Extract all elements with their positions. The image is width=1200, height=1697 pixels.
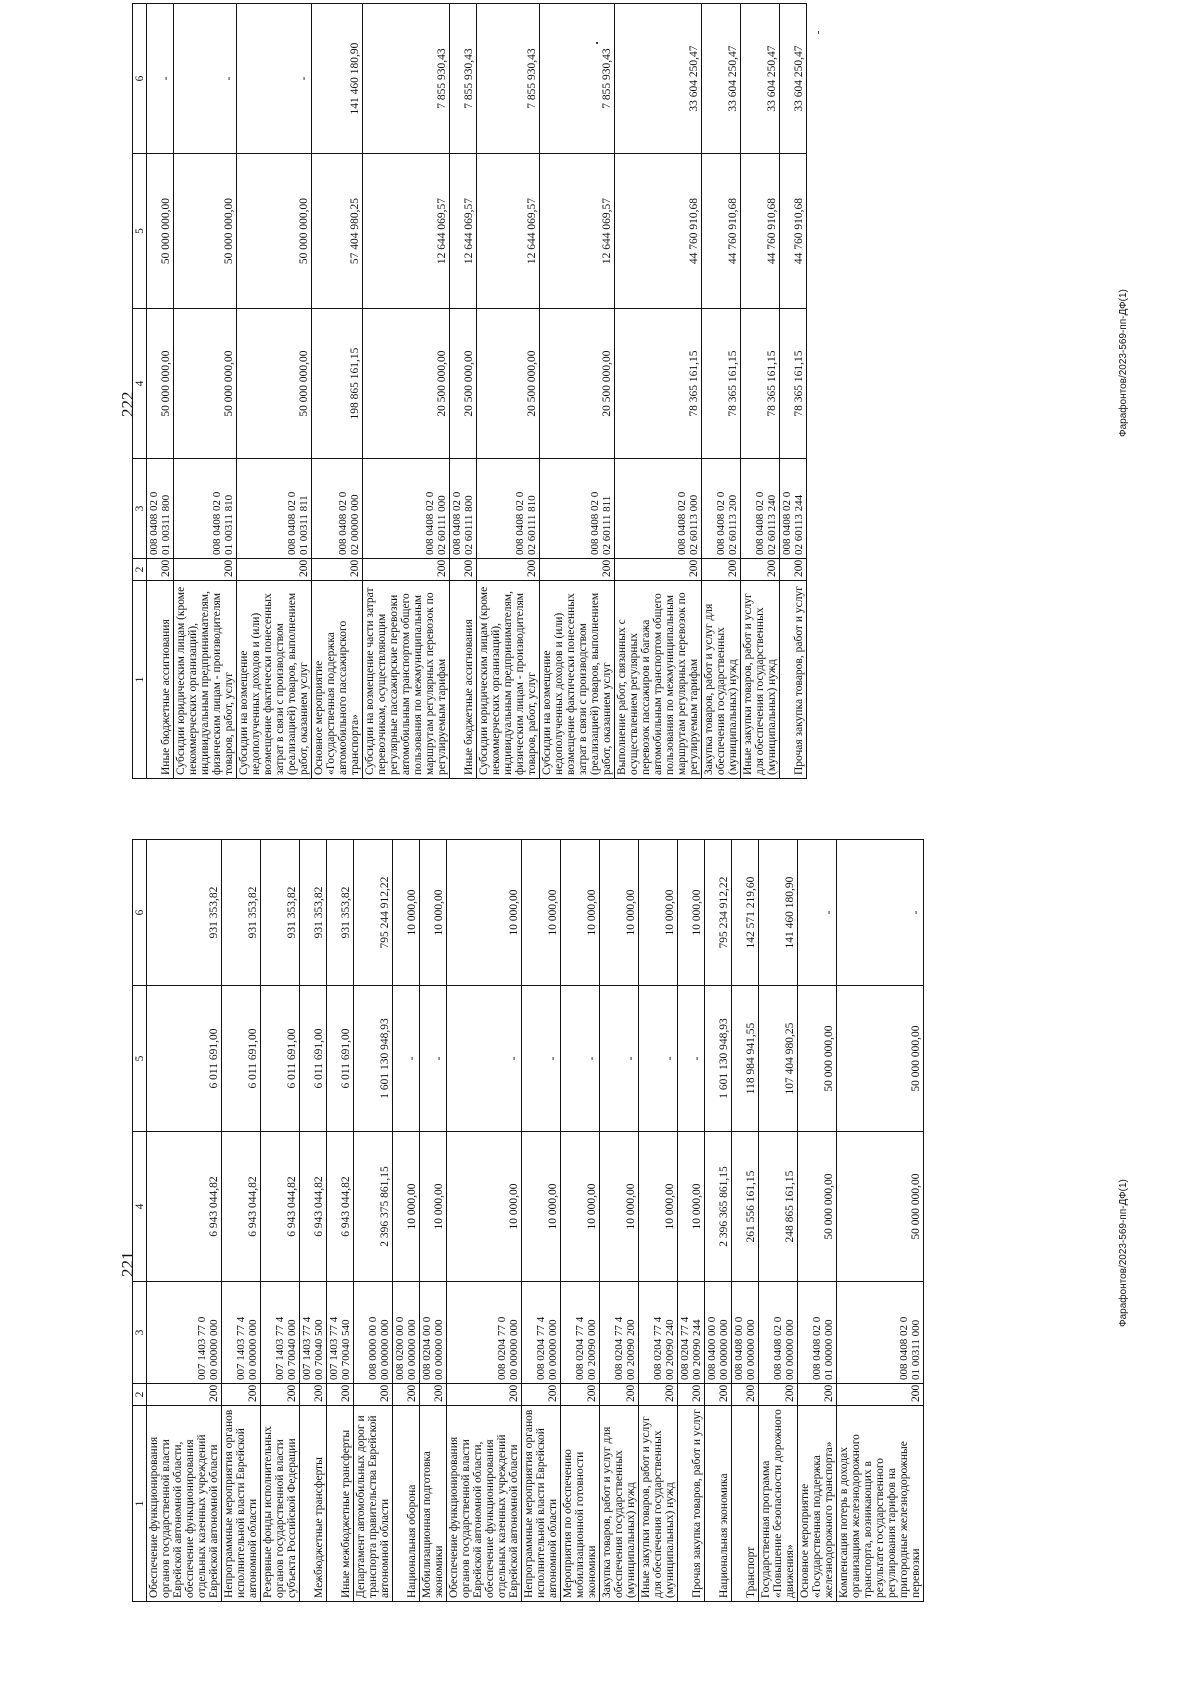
row-code-200-cell: 200 [447,1384,522,1406]
table-row [561,840,600,1602]
row-name-cell: Субсидии на возмещение части затрат перевозчикам, осуществляющим регулярные пассажирские перевозки автомобильным транспортом общего пользования по межмуниципальным маршрутам регулярных перевозок по регулируемым тарифам [363,581,450,779]
row-amount-col6-cell: - [147,4,174,154]
row-name-cell: Субсидии юридическим лицам (кроме некоммерческих организаций), индивидуальным предпринимателям, физическим лицам - производителям товаров, работ, услуг [477,581,540,779]
table-row [147,840,222,1602]
row-name-cell: Основное мероприятие «Государственная поддержка автомобильного пассажирского транспорта» [312,581,363,779]
scan-speck [818,31,819,34]
row-code-200-cell: 200 [354,1384,393,1406]
row-amount-col4-cell: 20 500 000,00 [363,309,450,459]
row-name-cell: Национальная экономика [705,1406,732,1602]
row-amount-col5-cell: 6 011 691,00 [327,986,354,1132]
row-name-cell: Обеспечение функционирования органов государственной власти Еврейской автономной области, обеспечение функционирования отдельных казенных учреждений Еврейской автономной области [447,1406,522,1602]
row-name-cell: Субсидии на возмещение недополученных доходов и (или) возмещение фактически понесенных затрат в связи с производством (реализацией) товаров, выполнением работ, оказанием услуг [237,581,312,779]
row-amount-col6-cell: - [174,4,237,154]
row-amount-col4-cell: 10 000,00 [447,1132,522,1282]
row-budget-code-cell: 008 0408 00 0 00 00000 000 [732,1282,759,1384]
row-amount-col6-cell: 10 000,00 [447,840,522,986]
row-amount-col6-cell: 10 000,00 [420,840,447,986]
row-budget-code-cell: 008 0408 02 0 01 00311 800 [147,459,174,559]
row-budget-code-cell: 008 0204 77 4 00 20090 244 [678,1282,705,1384]
row-code-200-cell: 200 [741,559,780,581]
row-budget-code-cell: 007 1403 77 4 00 70040 000 [261,1282,300,1384]
row-amount-col6-cell: 931 353,82 [261,840,300,986]
row-amount-col5-cell: 44 760 910,68 [615,154,702,309]
row-amount-col5-cell: - [447,986,522,1132]
row-amount-col5-cell: - [522,986,561,1132]
col-header: 3 [133,1282,147,1384]
row-name-cell: Непрограммные мероприятия органов исполнительной власти Еврейской автономной области [222,1406,261,1602]
row-name-cell: Национальная оборона [393,1406,420,1602]
row-amount-col4-cell: 10 000,00 [678,1132,705,1282]
table-row [393,840,420,1602]
row-amount-col4-cell: 10 000,00 [639,1132,678,1282]
row-code-200-cell: 200 [147,1384,222,1406]
row-budget-code-cell: 008 0200 00 0 00 00000 000 [393,1282,420,1384]
row-amount-col4-cell: 20 500 000,00 [477,309,540,459]
row-amount-col6-cell: 931 353,82 [300,840,327,986]
row-amount-col6-cell: 7 855 930,43 [450,4,477,154]
row-code-200-cell: 200 [702,559,741,581]
table-row [600,840,639,1602]
table-row [447,840,522,1602]
row-amount-col4-cell: 2 396 365 861,15 [705,1132,732,1282]
row-code-200-cell: 200 [798,1384,837,1406]
row-amount-col6-cell: 931 353,82 [327,840,354,986]
row-budget-code-cell: 008 0408 02 0 01 00311 000 [837,1282,924,1384]
row-code-200-cell: 200 [450,559,477,581]
row-amount-col5-cell: 50 000 000,00 [237,154,312,309]
row-amount-col5-cell: - [639,986,678,1132]
row-code-200-cell: 200 [678,1384,705,1406]
row-code-200-cell: 200 [261,1384,300,1406]
right-header-row [133,4,147,779]
row-budget-code-cell: 008 0408 02 0 01 00311 811 [237,459,312,559]
row-name-cell: Закупка товаров, работ и услуг для обеспечения государственных (муниципальных) нужд [600,1406,639,1602]
row-amount-col6-cell: 7 855 930,43 [477,4,540,154]
row-name-cell: Субсидии на возмещение недополученных доходов и (или) возмещение фактически понесенных затрат в связи с производством (реализацией) товаров, выполнением работ, оказанием услуг [540,581,615,779]
row-code-200-cell: 200 [363,559,450,581]
row-amount-col5-cell: - [600,986,639,1132]
row-amount-col5-cell: 12 644 069,57 [540,154,615,309]
row-code-200-cell: 200 [300,1384,327,1406]
row-amount-col5-cell: 6 011 691,00 [147,986,222,1132]
row-amount-col6-cell: - [798,840,837,986]
row-budget-code-cell: 008 0408 02 0 02 60111 000 [363,459,450,559]
row-amount-col4-cell: 10 000,00 [420,1132,447,1282]
table-row [780,4,807,779]
row-code-200-cell: 200 [705,1384,732,1406]
right-footer: Фарафонтов/2023-569-пп-ДФ(1) [1118,289,1129,437]
row-code-200-cell: 200 [561,1384,600,1406]
row-amount-col4-cell: 50 000 000,00 [798,1132,837,1282]
row-amount-col5-cell: - [678,986,705,1132]
row-amount-col6-cell: 33 604 250,47 [615,4,702,154]
row-amount-col4-cell: 78 365 161,15 [702,309,741,459]
row-amount-col5-cell: 12 644 069,57 [363,154,450,309]
row-amount-col6-cell: 141 460 180,90 [312,4,363,154]
left-footer: Фарафонтов/2023-569-пп-ДФ(1) [1118,1179,1129,1327]
row-amount-col6-cell: 931 353,82 [147,840,222,986]
col-header: 2 [133,1384,147,1406]
right-table-body [147,4,807,779]
table-row [540,4,615,779]
row-amount-col4-cell: 198 865 161,15 [312,309,363,459]
row-budget-code-cell: 008 0408 02 0 02 60113 000 [615,459,702,559]
row-name-cell: Выполнение работ, связанных с осуществлением регулярных перевозок пассажиров и багажа автомобильным транспортом общего пользования по межмуниципальным маршрутам регулярных перевозок по регулируемым тарифам [615,581,702,779]
row-name-cell: Закупка товаров, работ и услуг для обеспечения государственных (муниципальных) нужд [702,581,741,779]
row-amount-col6-cell: 10 000,00 [522,840,561,986]
row-amount-col4-cell: 6 943 044,82 [327,1132,354,1282]
row-budget-code-cell: 007 1403 77 0 00 00000 000 [147,1282,222,1384]
row-budget-code-cell: 008 0408 02 0 00 00000 000 [759,1282,798,1384]
table-row [678,840,705,1602]
row-code-200-cell: 200 [222,1384,261,1406]
row-amount-col5-cell: 44 760 910,68 [702,154,741,309]
row-code-200-cell: 200 [837,1384,924,1406]
col-header: 6 [133,4,147,154]
row-budget-code-cell: 008 0408 02 0 01 00311 810 [174,459,237,559]
row-name-cell: Департамент автомобильных дорог и транспорта правительства Еврейской автономной области [354,1406,393,1602]
row-amount-col4-cell: 50 000 000,00 [147,309,174,459]
row-code-200-cell: 200 [522,1384,561,1406]
col-header: 4 [133,1132,147,1282]
row-budget-code-cell: 008 0204 77 4 00 20090 200 [600,1282,639,1384]
row-amount-col5-cell: 12 644 069,57 [477,154,540,309]
left-budget-table [132,839,924,1602]
row-name-cell: Государственная программа «Повышение безопасности дорожного движения» [759,1406,798,1602]
col-header: 1 [133,581,147,779]
table-row [327,840,354,1602]
col-header: 1 [133,1406,147,1602]
row-amount-col5-cell: 44 760 910,68 [780,154,807,309]
row-amount-col4-cell: 2 396 375 861,15 [354,1132,393,1282]
row-budget-code-cell: 008 0408 02 0 02 60113 240 [741,459,780,559]
row-budget-code-cell: 008 0400 00 0 00 00000 000 [705,1282,732,1384]
row-budget-code-cell: 008 0408 02 0 02 60113 244 [780,459,807,559]
row-amount-col6-cell: 795 234 912,22 [705,840,732,986]
row-name-cell: Прочая закупка товаров, работ и услуг [780,581,807,779]
row-name-cell: Иные закупки товаров, работ и услуг для обеспечения государственных (муниципальных) нужд [741,581,780,779]
row-budget-code-cell: 007 1403 77 4 00 70040 540 [327,1282,354,1384]
table-row [222,840,261,1602]
table-row [837,840,924,1602]
row-amount-col6-cell: - [237,4,312,154]
row-amount-col6-cell: 10 000,00 [600,840,639,986]
row-amount-col4-cell: 20 500 000,00 [540,309,615,459]
table-row [300,840,327,1602]
table-row [705,840,732,1602]
row-amount-col4-cell: 20 500 000,00 [450,309,477,459]
row-budget-code-cell: 008 0204 77 4 00 00000 000 [522,1282,561,1384]
row-amount-col5-cell: 44 760 910,68 [741,154,780,309]
scan-speck [596,42,598,44]
row-code-200-cell: 200 [147,559,174,581]
row-amount-col6-cell: 931 353,82 [222,840,261,986]
table-row [702,4,741,779]
table-row [615,4,702,779]
row-code-200-cell: 200 [237,559,312,581]
row-amount-col4-cell: 10 000,00 [393,1132,420,1282]
row-amount-col6-cell: 33 604 250,47 [702,4,741,154]
row-amount-col5-cell: 50 000 000,00 [837,986,924,1132]
row-amount-col5-cell: 107 404 980,25 [759,986,798,1132]
table-row [420,840,447,1602]
row-amount-col5-cell: 6 011 691,00 [261,986,300,1132]
row-name-cell: Резервные фонды исполнительных органов государственной власти субъекта Российской Федерации [261,1406,300,1602]
row-amount-col6-cell: 10 000,00 [678,840,705,986]
col-header: 5 [133,154,147,309]
row-amount-col4-cell: 50 000 000,00 [237,309,312,459]
row-code-200-cell: 200 [393,1384,420,1406]
table-row [798,840,837,1602]
row-amount-col5-cell: 118 984 941,55 [732,986,759,1132]
row-name-cell: Мобилизационная подготовка экономики [420,1406,447,1602]
left-page-number: 221 [118,1251,137,1277]
row-amount-col6-cell: 141 460 180,90 [759,840,798,986]
row-amount-col5-cell: 50 000 000,00 [174,154,237,309]
row-amount-col5-cell: 1 601 130 948,93 [705,986,732,1132]
row-amount-col5-cell: 6 011 691,00 [300,986,327,1132]
table-row [732,840,759,1602]
row-amount-col5-cell: 12 644 069,57 [450,154,477,309]
row-code-200-cell: 200 [327,1384,354,1406]
row-budget-code-cell: 008 0408 02 0 02 60113 200 [702,459,741,559]
table-row [363,4,450,779]
row-amount-col4-cell: 6 943 044,82 [261,1132,300,1282]
row-name-cell: Компенсация потерь в доходах организациям железнодорожного транспорта, возникающих в результате государственного регулирования тарифов на пригородные железнодорожные перевозки [837,1406,924,1602]
row-budget-code-cell: 008 0408 02 0 02 00000 000 [312,459,363,559]
row-amount-col4-cell: 6 943 044,82 [222,1132,261,1282]
col-header: 4 [133,309,147,459]
row-name-cell: Иные бюджетные ассигнования [147,581,174,779]
row-name-cell: Транспорт [732,1406,759,1602]
col-header: 5 [133,986,147,1132]
row-code-200-cell: 200 [639,1384,678,1406]
row-name-cell: Иные бюджетные ассигнования [450,581,477,779]
row-code-200-cell: 200 [174,559,237,581]
row-amount-col4-cell: 10 000,00 [561,1132,600,1282]
row-code-200-cell: 200 [477,559,540,581]
row-amount-col4-cell: 6 943 044,82 [147,1132,222,1282]
table-row [174,4,237,779]
row-budget-code-cell: 008 0408 02 0 02 60111 811 [540,459,615,559]
row-code-200-cell: 200 [732,1384,759,1406]
row-name-cell: Межбюджетные трансферты [300,1406,327,1602]
col-header: 2 [133,559,147,581]
row-amount-col4-cell: 6 943 044,82 [300,1132,327,1282]
row-budget-code-cell: 007 1403 77 4 00 00000 000 [222,1282,261,1384]
row-amount-col4-cell: 78 365 161,15 [780,309,807,459]
row-name-cell: Основное мероприятие «Государственная поддержка железнодорожного транспорта» [798,1406,837,1602]
row-budget-code-cell: 008 0408 02 0 02 60111 800 [450,459,477,559]
row-amount-col4-cell: 261 556 161,15 [732,1132,759,1282]
row-name-cell: Непрограммные мероприятия органов исполнительной власти Еврейской автономной области [522,1406,561,1602]
table-row [759,840,798,1602]
row-amount-col5-cell: - [393,986,420,1132]
row-amount-col6-cell: 7 855 930,43 [363,4,450,154]
left-table-body [147,840,924,1602]
row-amount-col4-cell: 78 365 161,15 [615,309,702,459]
row-amount-col4-cell: 10 000,00 [522,1132,561,1282]
row-amount-col6-cell: 33 604 250,47 [741,4,780,154]
row-amount-col6-cell: 33 604 250,47 [780,4,807,154]
row-amount-col5-cell: - [561,986,600,1132]
row-name-cell: Мероприятия по обеспечению мобилизационной готовности экономики [561,1406,600,1602]
row-amount-col4-cell: 50 000 000,00 [174,309,237,459]
row-amount-col4-cell: 78 365 161,15 [741,309,780,459]
right-page-number: 222 [118,391,137,417]
row-code-200-cell: 200 [759,1384,798,1406]
row-amount-col6-cell: 10 000,00 [561,840,600,986]
row-amount-col6-cell: 10 000,00 [393,840,420,986]
table-row [450,4,477,779]
row-budget-code-cell: 008 0204 77 0 00 00000 000 [447,1282,522,1384]
row-budget-code-cell: 008 0204 00 0 00 00000 000 [420,1282,447,1384]
row-name-cell: Обеспечение функционирования органов государственной власти Еврейской автономной области, обеспечение функционирования отдельных казенных учреждений Еврейской автономной области [147,1406,222,1602]
row-budget-code-cell: 008 0000 00 0 00 00000 000 [354,1282,393,1384]
row-budget-code-cell: 008 0204 77 4 00 20090 000 [561,1282,600,1384]
row-amount-col5-cell: 50 000 000,00 [147,154,174,309]
row-amount-col5-cell: 50 000 000,00 [798,986,837,1132]
row-code-200-cell: 200 [420,1384,447,1406]
row-amount-col5-cell: 57 404 980,25 [312,154,363,309]
row-amount-col4-cell: 248 865 161,15 [759,1132,798,1282]
row-code-200-cell: 200 [600,1384,639,1406]
row-code-200-cell: 200 [615,559,702,581]
row-name-cell: Иные межбюджетные трансферты [327,1406,354,1602]
table-row [477,4,540,779]
row-code-200-cell: 200 [780,559,807,581]
row-amount-col6-cell: 10 000,00 [639,840,678,986]
row-amount-col4-cell: 50 000 000,00 [837,1132,924,1282]
row-name-cell: Иные закупки товаров, работ и услуг для обеспечения государственных (муниципальных) нужд [639,1406,678,1602]
row-code-200-cell: 200 [312,559,363,581]
table-row [741,4,780,779]
row-budget-code-cell: 008 0204 77 4 00 20090 240 [639,1282,678,1384]
left-header-row [133,840,147,1602]
row-amount-col6-cell: 7 855 930,43 [540,4,615,154]
row-amount-col4-cell: 10 000,00 [600,1132,639,1282]
row-amount-col6-cell: 795 244 912,22 [354,840,393,986]
table-row [147,4,174,779]
row-name-cell: Прочая закупка товаров, работ и услуг [678,1406,705,1602]
row-budget-code-cell: 008 0408 02 0 02 60111 810 [477,459,540,559]
row-amount-col5-cell: 1 601 130 948,93 [354,986,393,1132]
table-row [522,840,561,1602]
table-row [261,840,300,1602]
row-amount-col5-cell: 6 011 691,00 [222,986,261,1132]
col-header: 3 [133,459,147,559]
row-budget-code-cell: 008 0408 02 0 01 00000 000 [798,1282,837,1384]
row-code-200-cell: 200 [540,559,615,581]
row-amount-col6-cell: - [837,840,924,986]
right-budget-table [132,3,807,779]
table-row [312,4,363,779]
row-amount-col6-cell: 142 571 219,60 [732,840,759,986]
col-header: 6 [133,840,147,986]
row-budget-code-cell: 007 1403 77 4 00 70040 500 [300,1282,327,1384]
table-row [237,4,312,779]
row-amount-col5-cell: - [420,986,447,1132]
table-row [639,840,678,1602]
table-row [354,840,393,1602]
row-name-cell: Субсидии юридическим лицам (кроме некоммерческих организаций), индивидуальным предпринимателям, физическим лицам - производителям товаров, работ, услуг [174,581,237,779]
